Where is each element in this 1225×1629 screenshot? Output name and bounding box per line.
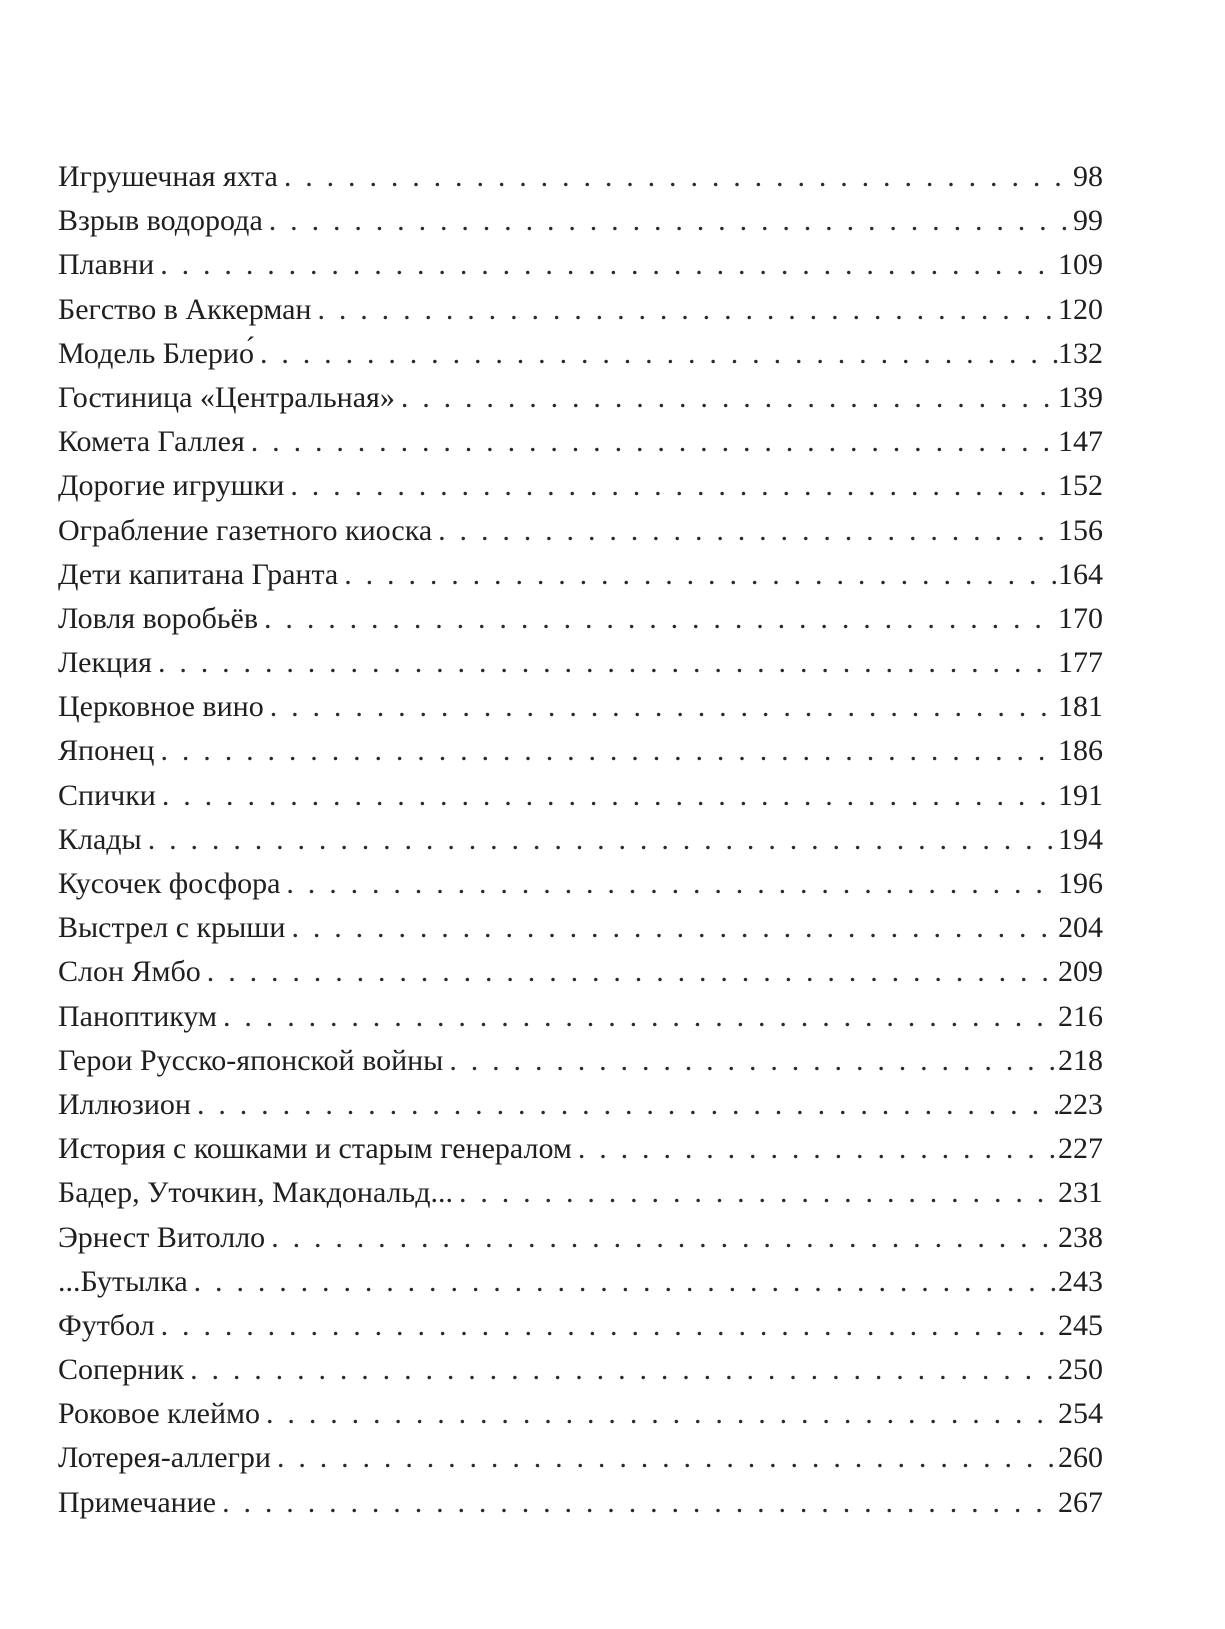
toc-entry-title: История с кошками и старым генералом	[58, 1132, 572, 1166]
toc-entry[interactable]	[58, 199, 1103, 243]
toc-entry-title: Ограбление газетного киоска	[58, 513, 433, 547]
toc-entry-page: 170	[1058, 601, 1103, 635]
toc-entry-title: Кусочек фосфора	[58, 867, 281, 900]
toc-entry-title: Роковое клеймо	[58, 1397, 261, 1431]
toc-entry-page: 186	[1058, 734, 1103, 768]
toc-leader-dots	[280, 862, 1058, 906]
toc-leader-dots	[395, 376, 1058, 420]
toc-entry-page: 132	[1058, 336, 1103, 370]
toc-entry[interactable]	[58, 243, 1103, 287]
toc-entry-page: 177	[1058, 646, 1103, 680]
toc-entry-page: 231	[1058, 1176, 1103, 1210]
toc-entry[interactable]	[58, 729, 1103, 773]
toc-entry-title: Слон Ямбо	[58, 955, 201, 989]
toc-entry-title: Взрыв водорода	[58, 204, 263, 238]
toc-leader-dots	[284, 464, 1058, 508]
toc-entry-page: 223	[1058, 1087, 1103, 1121]
toc-entry[interactable]	[58, 995, 1103, 1039]
toc-entry[interactable]	[58, 420, 1103, 464]
toc-leader-dots	[443, 1039, 1058, 1083]
toc-leader-dots	[216, 1481, 1058, 1525]
toc-entry-title: Выстрел с крыши	[58, 911, 286, 945]
toc-entry-title: Лотерея-аллегри	[58, 1441, 271, 1475]
toc-entry[interactable]	[58, 774, 1103, 818]
toc-entry-title: Дорогие игрушки	[58, 469, 285, 503]
toc-leader-dots	[191, 1083, 1058, 1127]
toc-entry-page: 191	[1058, 778, 1103, 812]
toc-entry-title: Герои Русско-японской войны	[58, 1043, 444, 1077]
toc-entry[interactable]	[58, 376, 1103, 420]
toc-entry-page: 227	[1058, 1132, 1103, 1166]
toc-entry[interactable]	[58, 288, 1103, 332]
toc-entry-page: 204	[1058, 911, 1103, 945]
toc-leader-dots	[217, 995, 1058, 1039]
toc-leader-dots	[264, 685, 1058, 729]
toc-entry-title: Дети капитана Гранта	[58, 557, 339, 591]
toc-entry-page: 109	[1058, 248, 1103, 282]
toc-entry[interactable]	[58, 155, 1103, 199]
toc-leader-dots	[338, 553, 1058, 597]
toc-entry-page: 194	[1058, 822, 1103, 856]
toc-leader-dots	[154, 243, 1058, 287]
toc-entry[interactable]	[58, 1260, 1103, 1304]
toc-leader-dots	[142, 818, 1058, 862]
toc-entry-page: 120	[1058, 292, 1103, 326]
toc-entry[interactable]	[58, 1039, 1103, 1083]
toc-entry-title: Плавни	[58, 248, 155, 282]
toc-entry-title: Японец	[58, 734, 155, 768]
toc-entry[interactable]	[58, 685, 1103, 729]
toc-entry[interactable]	[58, 1171, 1103, 1215]
toc-entry-page: 267	[1058, 1485, 1103, 1519]
toc-entry-page: 181	[1058, 690, 1103, 724]
toc-leader-dots	[155, 729, 1059, 773]
toc-entry-page: 99	[1073, 204, 1103, 238]
toc-entry[interactable]	[58, 1348, 1103, 1392]
toc-entry[interactable]	[58, 597, 1103, 641]
toc-entry-title: Паноптикум	[58, 999, 217, 1033]
toc-entry-title: Клады	[58, 822, 142, 856]
toc-entry[interactable]	[58, 1481, 1103, 1525]
toc-entry-page: 164	[1058, 557, 1103, 591]
toc-entry-title: Бадер, Уточкин, Макдональд...	[58, 1176, 453, 1210]
toc-entry-page: 254	[1058, 1397, 1103, 1431]
toc-entry-title: Ловля воробьёв	[58, 601, 259, 635]
toc-leader-dots	[572, 1127, 1058, 1171]
toc-entry-title: Соперник	[58, 1353, 185, 1387]
toc-entry[interactable]	[58, 906, 1103, 950]
toc-entry[interactable]	[58, 1083, 1103, 1127]
toc-entry-page: 218	[1058, 1043, 1103, 1077]
table-of-contents	[58, 155, 1103, 1525]
toc-entry-page: 98	[1073, 160, 1103, 193]
toc-leader-dots	[155, 1304, 1058, 1348]
toc-entry[interactable]	[58, 641, 1103, 685]
toc-entry[interactable]	[58, 862, 1103, 906]
toc-leader-dots	[260, 1392, 1058, 1436]
toc-entry-page: 243	[1058, 1264, 1103, 1298]
toc-entry-title: Футбол	[58, 1308, 155, 1342]
toc-leader-dots	[271, 1436, 1058, 1480]
toc-leader-dots	[278, 155, 1073, 199]
toc-leader-dots	[245, 420, 1058, 464]
toc-leader-dots	[258, 597, 1058, 641]
toc-leader-dots	[285, 906, 1058, 950]
toc-leader-dots	[263, 199, 1073, 243]
toc-leader-dots	[265, 1216, 1058, 1260]
toc-entry[interactable]	[58, 1127, 1103, 1171]
toc-leader-dots	[453, 1171, 1058, 1215]
toc-entry-page: 216	[1058, 999, 1103, 1033]
toc-entry-page: 245	[1058, 1308, 1103, 1342]
toc-entry-title: Эрнест Витолло	[58, 1220, 266, 1254]
toc-leader-dots	[184, 1348, 1058, 1392]
toc-entry-page: 196	[1058, 867, 1103, 900]
toc-entry-title: Церковное вино	[58, 690, 264, 724]
toc-entry-title: Гостиница «Центральная»	[58, 380, 395, 414]
toc-entry[interactable]	[58, 1392, 1103, 1436]
toc-entry-title: Примечание	[58, 1485, 217, 1519]
toc-leader-dots	[254, 332, 1058, 376]
toc-entry[interactable]	[58, 950, 1103, 994]
toc-leader-dots	[311, 288, 1058, 332]
toc-entry[interactable]	[58, 332, 1103, 376]
toc-entry[interactable]	[58, 1304, 1103, 1348]
toc-entry-page: 147	[1058, 425, 1103, 459]
toc-entry-title: Игрушечная яхта	[58, 160, 278, 193]
toc-leader-dots	[432, 509, 1058, 553]
toc-entry[interactable]	[58, 553, 1103, 597]
toc-entry[interactable]	[58, 464, 1103, 508]
toc-leader-dots	[201, 950, 1058, 994]
toc-leader-dots	[156, 774, 1058, 818]
toc-entry-title: Модель Блерио́	[58, 336, 254, 370]
toc-entry-page: 250	[1058, 1353, 1103, 1387]
toc-entry-title: ...Бутылка	[58, 1264, 188, 1298]
toc-entry-title: Спички	[58, 778, 156, 812]
toc-entry-page: 152	[1058, 469, 1103, 503]
toc-entry-title: Бегство в Аккерман	[58, 292, 312, 326]
toc-entry[interactable]	[58, 1436, 1103, 1480]
toc-entry-page: 156	[1058, 513, 1103, 547]
toc-entry-page: 260	[1058, 1441, 1103, 1475]
toc-entry-title: Комета Галлея	[58, 425, 245, 459]
toc-leader-dots	[152, 641, 1058, 685]
toc-entry[interactable]	[58, 1216, 1103, 1260]
toc-entry-title: Иллюзион	[58, 1087, 191, 1121]
toc-leader-dots	[188, 1260, 1058, 1304]
toc-entry-page: 139	[1058, 380, 1103, 414]
toc-entry[interactable]	[58, 509, 1103, 553]
toc-entry-page: 238	[1058, 1220, 1103, 1254]
toc-entry[interactable]	[58, 818, 1103, 862]
toc-entry-page: 209	[1058, 955, 1103, 989]
toc-entry-title: Лекция	[58, 646, 152, 680]
